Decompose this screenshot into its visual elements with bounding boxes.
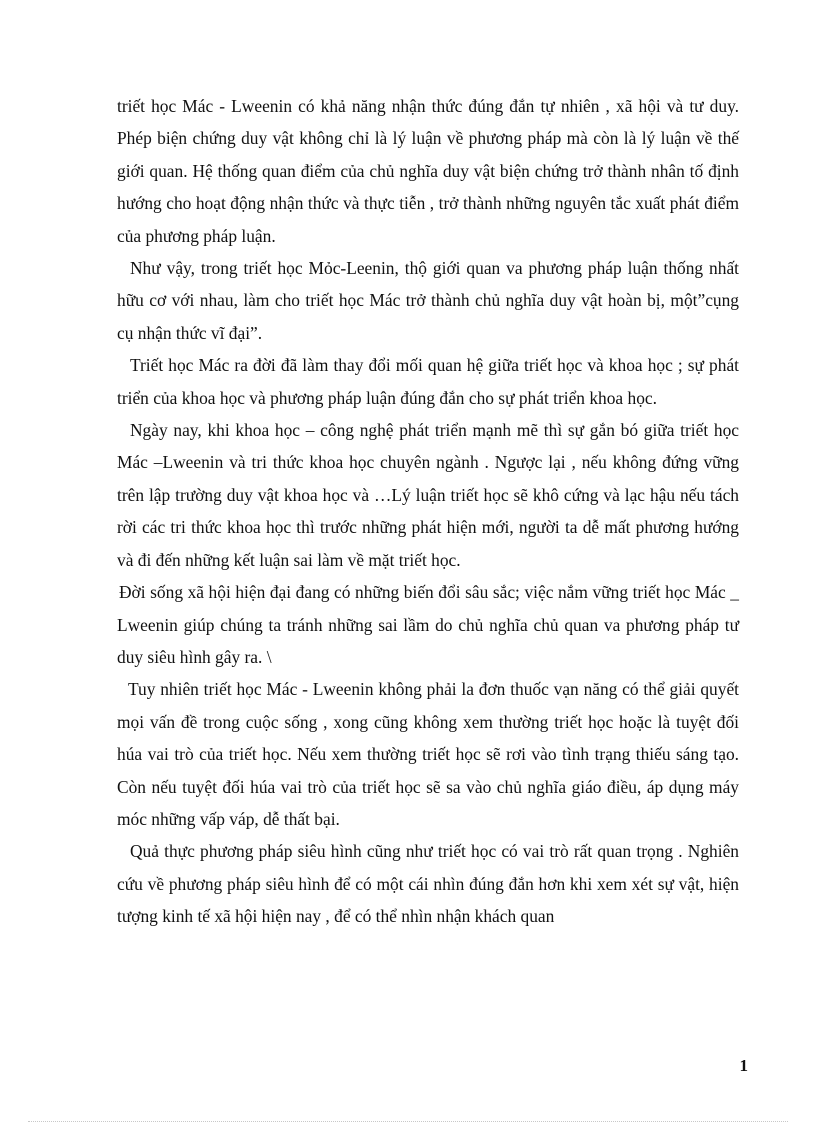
paragraph-3: Triết học Mác ra đời đã làm thay đổi mối quan hệ giữa triết học và khoa học ; sự phát triển của khoa học và phương pháp luận đúng đắn cho sự phát triển khoa học. bbox=[117, 355, 739, 408]
paragraph-2: Như vậy, trong triết học Mỏc-Leenin, thộ giới quan va phương pháp luận thống nhất hữu cơ với nhau, làm cho triết học Mác trở thành chủ nghĩa duy vật hoàn bị, một”cụng cụ nhận thức vĩ đại”. bbox=[117, 258, 739, 343]
paragraph-4: Ngày nay, khi khoa học – công nghệ phát triển mạnh mẽ thì sự gắn bó giữa triết học Mác –Lweenin và tri thức khoa học chuyên ngành . Ngược lại , nếu không đứng vững trên lập trường duy vật khoa học và …Lý luận triết học sẽ khô cứng và lạc hậu nếu tách rời các tri thức khoa học thì trước những phát hiện mới, người ta dễ mất phương hướng và đi đến những kết luận sai làm về mặt triết học. bbox=[117, 420, 739, 570]
page-number: 1 bbox=[739, 1056, 748, 1075]
paragraph-5: Đời sống xã hội hiện đại đang có những biến đổi sâu sắc; việc nắm vững triết học Mác _ Lweenin giúp chúng ta tránh những sai lầm do chủ nghĩa chủ quan va phương pháp tư duy siêu hình gây ra. \ bbox=[117, 582, 739, 667]
page-bottom-divider bbox=[28, 1121, 788, 1122]
body-text bbox=[117, 90, 739, 933]
paragraph-6: Tuy nhiên triết học Mác - Lweenin không phải la đơn thuốc vạn năng có thể giải quyết mọi vấn đề trong cuộc sống , xong cũng không xem thường triết học hoặc là tuyệt đối húa vai trò của triết học. Nếu xem thường triết học sẽ rơi vào tình trạng thiếu sáng tạo. Còn nếu tuyệt đối húa vai trò của triết học sẽ sa vào chủ nghĩa giáo điều, áp dụng máy móc những vấp váp, dễ thất bại. bbox=[117, 679, 739, 829]
paragraph-1: triết học Mác - Lweenin có khả năng nhận thức đúng đắn tự nhiên , xã hội và tư duy. Phép biện chứng duy vật không chỉ là lý luận về phương pháp mà còn là lý luận về thế giới quan. Hệ thống quan điểm của chủ nghĩa duy vật biện chứng trở thành nhân tố định hướng cho hoạt động nhận thức và thực tiễn , trở thành những nguyên tắc xuất phát điểm của phương pháp luận. bbox=[117, 96, 739, 246]
paragraph-7: Quả thực phương pháp siêu hình cũng như triết học có vai trò rất quan trọng . Nghiên cứu về phương pháp siêu hình để có một cái nhìn đúng đắn hơn khi xem xét sự vật, hiện tượng kinh tế xã hội hiện nay , để có thể nhìn nhận khách quan bbox=[117, 841, 739, 927]
